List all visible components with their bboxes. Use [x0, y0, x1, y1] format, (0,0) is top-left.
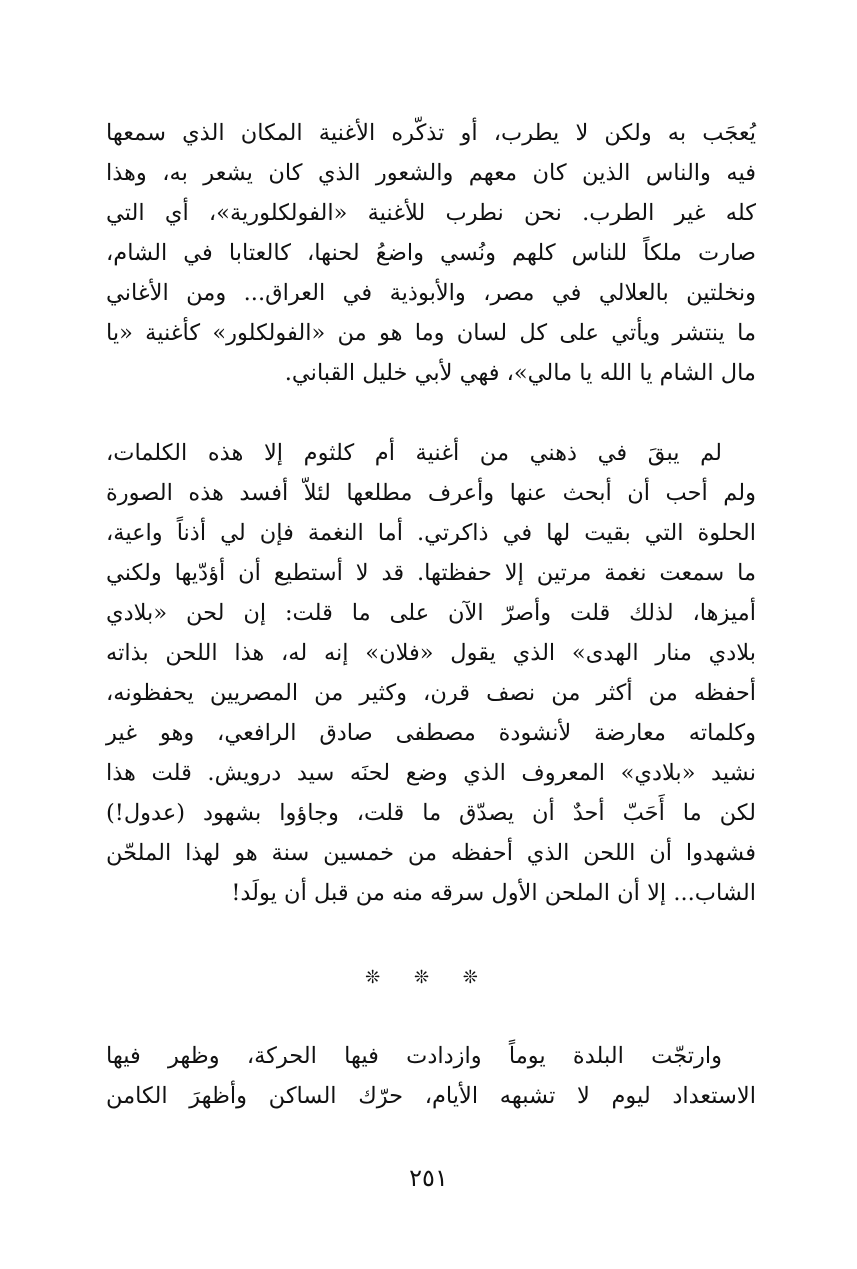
section-separator: ❊ ❊ ❊ — [365, 967, 492, 988]
paragraph-2 — [106, 433, 756, 913]
text-line: كله غير الطرب. نحن نطرب للأغنية «الفولكلورية»، أي التي — [106, 200, 756, 226]
text-line: فيه والناس الذين كان معهم والشعور الذي كان يشعر به، وهذا — [106, 160, 756, 186]
text-line: الحلوة التي بقيت لها في ذاكرتي. أما النغمة فإن لي أذناً واعية، — [106, 520, 756, 546]
text-line: بلادي منار الهدى» الذي يقول «فلان» إنه له، هذا اللحن بذاته — [106, 640, 756, 666]
text-line: فشهدوا أن اللحن الذي أحفظه من خمسين سنة هو لهذا الملحّن — [106, 840, 756, 866]
paragraph-1 — [106, 113, 756, 393]
text-line: أميزها، لذلك قلت وأصرّ الآن على ما قلت: إن لحن «بلادي — [106, 600, 756, 626]
text-line: الشاب... إلا أن الملحن الأول سرقه منه من قبل أن يولَد! — [231, 880, 756, 906]
text-line: لم يبقَ في ذهني من أغنية أم كلثوم إلا هذه الكلمات، — [106, 440, 722, 466]
text-line: أحفظه من أكثر من نصف قرن، وكثير من المصريين يحفظونه، — [106, 680, 756, 706]
text-line: لكن ما أَحَبّ أحدٌ أن يصدّق ما قلت، وجاؤوا بشهود (عدول!) — [106, 800, 756, 826]
page-number: ٢٥١ — [409, 1164, 448, 1192]
text-line: مال الشام يا الله يا مالي»، فهي لأبي خليل القباني. — [284, 360, 756, 386]
text-line: ما سمعت نغمة مرتين إلا حفظتها. قد لا أستطيع أن أؤدّيها ولكني — [106, 560, 756, 586]
text-line: وكلماته معارضة لأنشودة مصطفى صادق الرافعي، وهو غير — [106, 720, 756, 746]
text-line: وارتجّت البلدة يوماً وازدادت فيها الحركة، وظهر فيها — [106, 1043, 722, 1069]
text-line: ونخلتين بالعلالي في مصر، والأبوذية في العراق... ومن الأغاني — [106, 280, 756, 306]
text-line: الاستعداد ليوم لا تشبهه الأيام، حرّك الساكن وأظهرَ الكامن — [106, 1083, 756, 1109]
text-line: نشيد «بلادي» المعروف الذي وضع لحنَه سيد درويش. قلت هذا — [106, 760, 756, 786]
text-line: ولم أحب أن أبحث عنها وأعرف مطلعها لئلاّ أفسد هذه الصورة — [106, 480, 756, 506]
paragraph-3 — [106, 1036, 756, 1116]
text-line: ما ينتشر ويأتي على كل لسان وما هو من «الفولكلور» كأغنية «يا — [106, 320, 756, 346]
text-line: صارت ملكاً للناس كلهم ونُسي واضعُ لحنها، كالعتابا في الشام، — [106, 240, 756, 266]
text-line: يُعجَب به ولكن لا يطرب، أو تذكّره الأغنية المكان الذي سمعها — [106, 120, 756, 146]
